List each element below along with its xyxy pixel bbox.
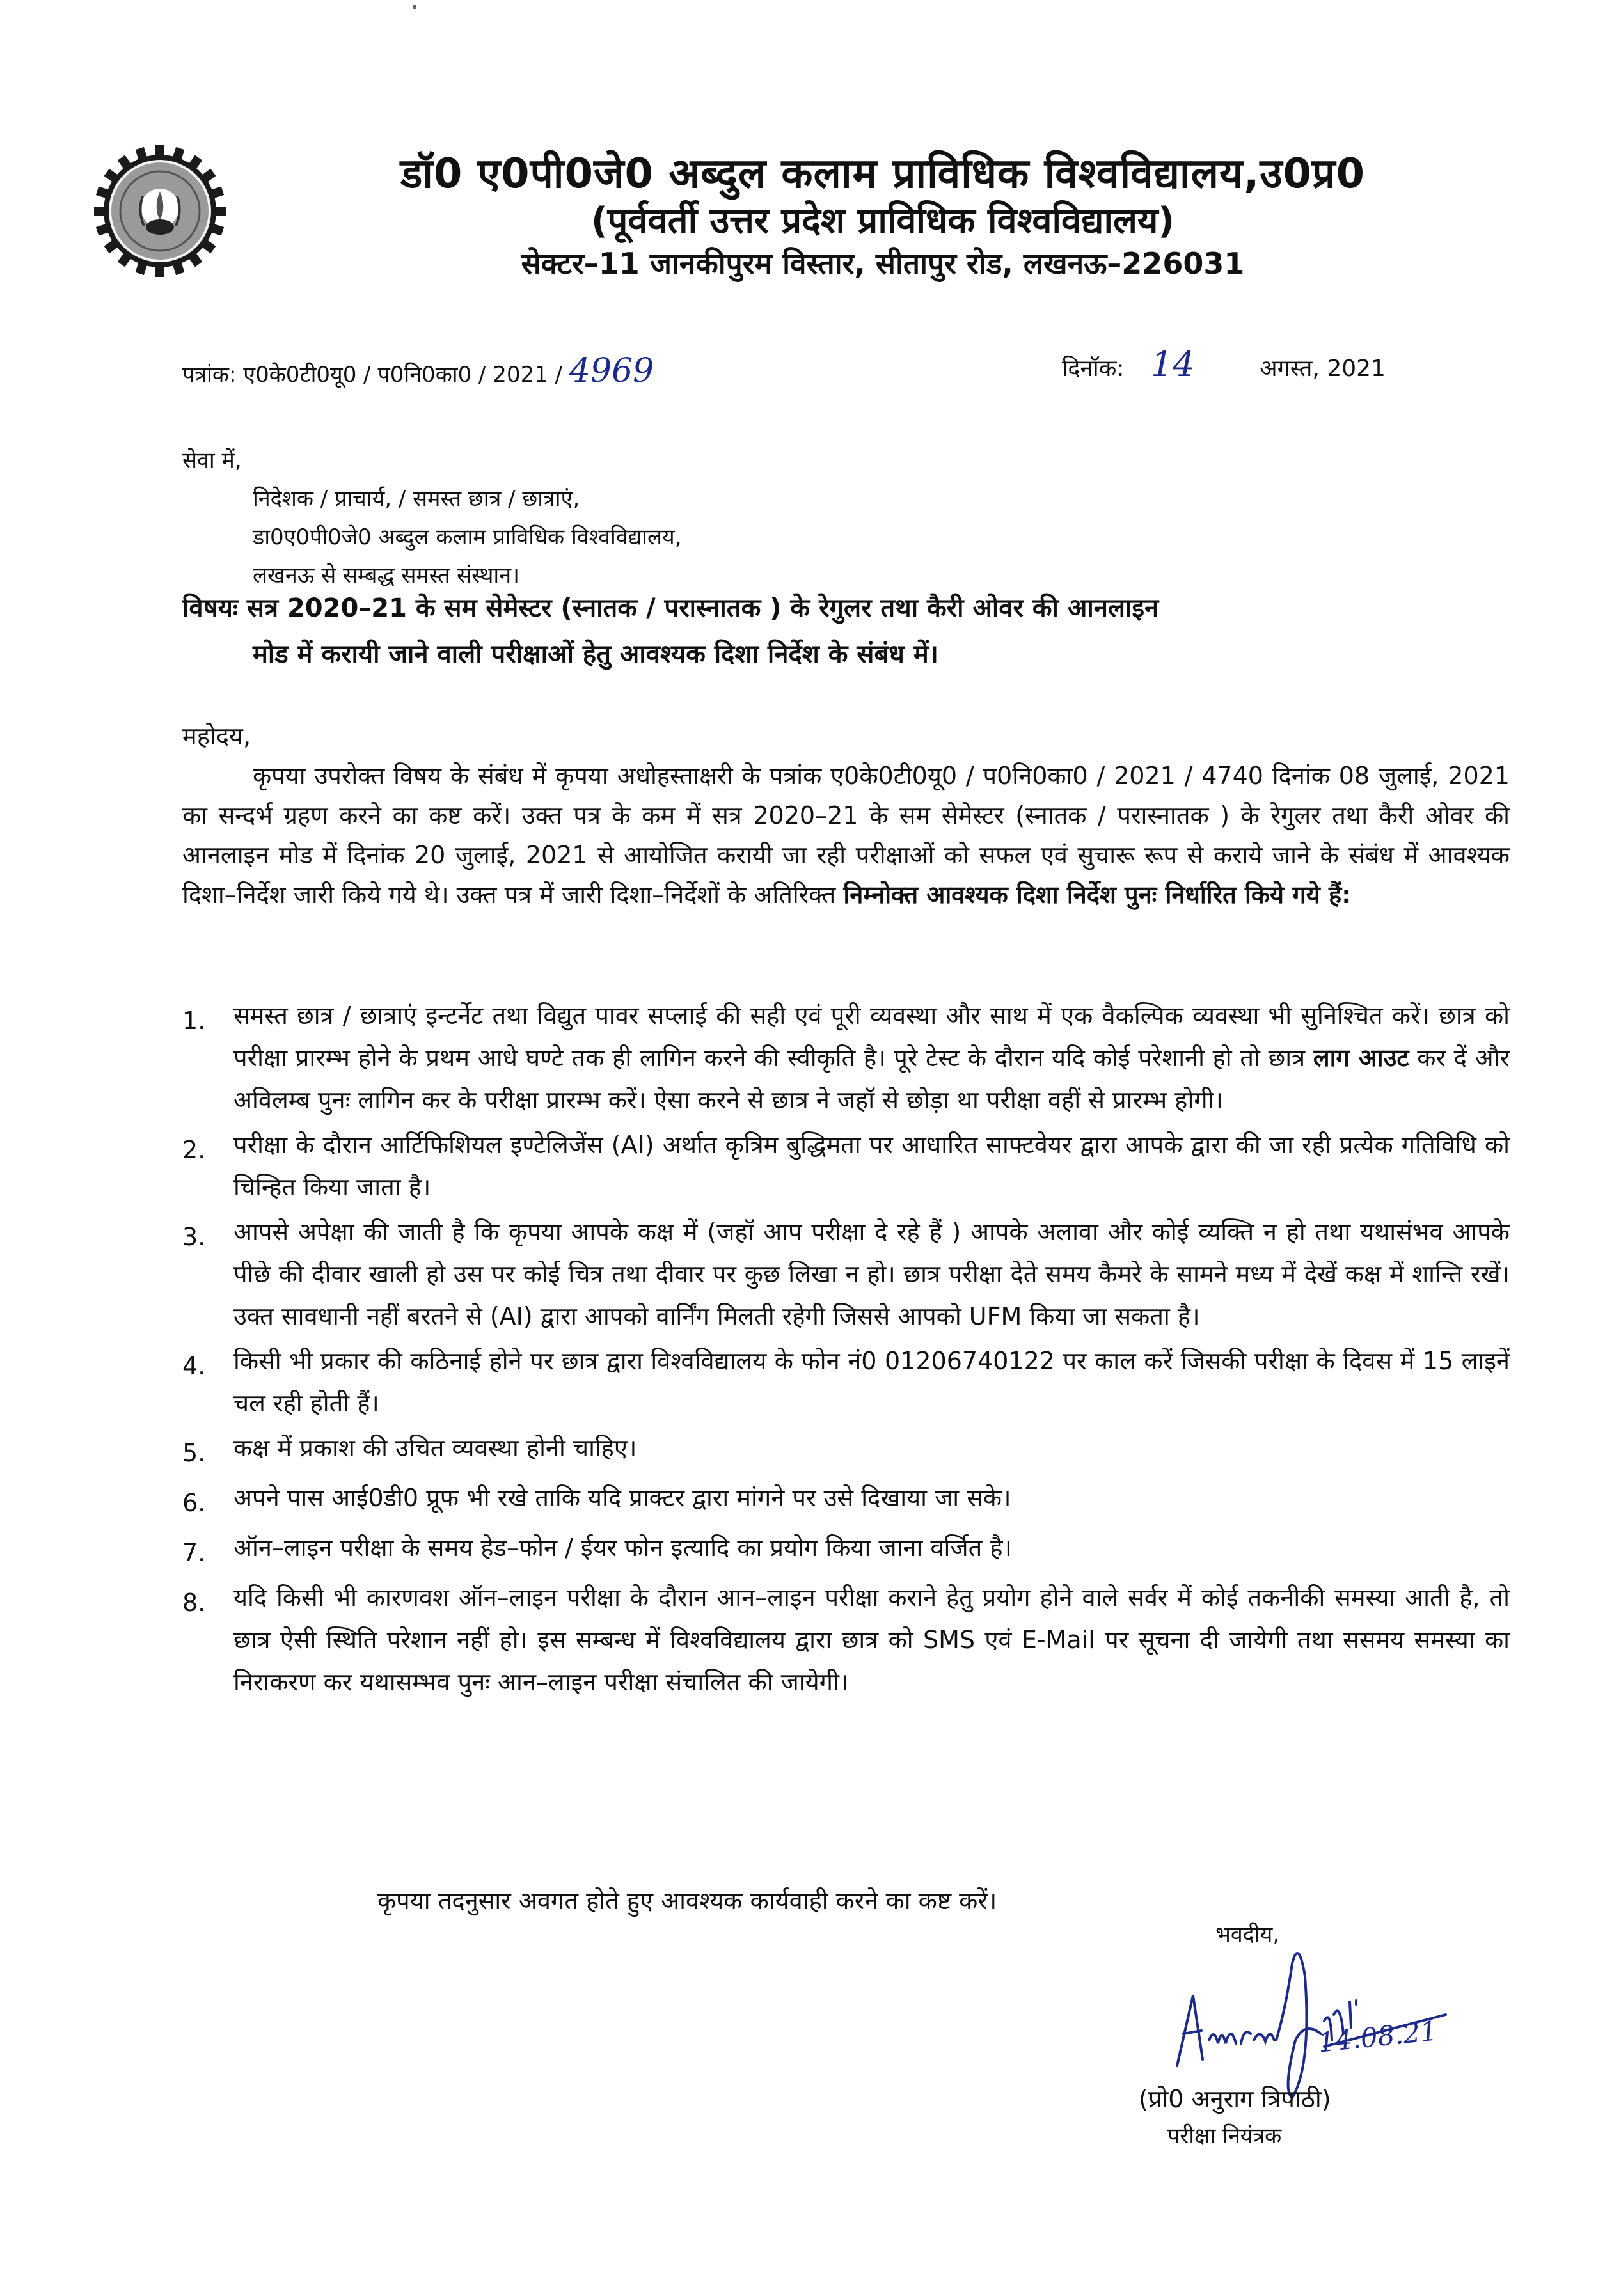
reference-handwritten-number: 4969: [569, 352, 654, 390]
addressee-line: लखनऊ से सम्बद्ध समस्त संस्थान।: [253, 563, 519, 588]
guideline-text-part: कर दें और अविलम्ब पुनः लागिन कर के परीक्षा प्रारम्भ करें। ऐसा करने से छात्र ने जहॉ से छोड़ा था परीक्षा वहीं से प्रारम्भ होगी।: [233, 1044, 1510, 1114]
university-logo-icon: [93, 144, 227, 278]
guideline-text-part: समस्त छात्र / छात्राएं इन्टर्नेट तथा विद्युत पावर सप्लाई की सही एवं पूरी व्यवस्था और साथ में एक वैकल्पिक व्यवस्था भी सुनिश्चित करें। छात्र को परीक्षा प्रारम्भ होने के प्रथम आधे घण्टे तक ही लागिन करने की स्वीकृति है। पूरे टेस्ट के दौरान यदि कोई परेशानी हो तो छात्र: [233, 1002, 1510, 1072]
date-label: दिनॉक:: [1062, 356, 1125, 382]
letter-subject: [182, 585, 1462, 677]
guideline-item: [182, 1124, 1510, 1208]
addressee-block: [182, 441, 682, 595]
closing-line: कृपया तदनुसार अवगत होते हुए आवश्यक कार्यवाही करने का कष्ट करें।: [377, 1887, 997, 1915]
guideline-text: [233, 995, 1510, 1121]
signature-scribble-icon: [1164, 1938, 1510, 2104]
reference-printed: ए0के0टी0यू0 / प0नि0का0 / 2021 /: [243, 362, 563, 388]
valediction: भवदीय,: [1215, 1922, 1280, 1947]
university-name: डॉ0 ए0पी0जे0 अब्दुल कलाम प्राविधिक विश्वविद्यालय,उ0प्र0: [400, 150, 1365, 198]
reference-label: पत्रांक:: [182, 362, 237, 388]
date-handwritten-day: 14: [1150, 344, 1195, 384]
letter-body: [182, 716, 1510, 915]
guideline-text: आपसे अपेक्षा की जाती है कि कृपया आपके कक्ष में (जहॉ आप परीक्षा दे रहे हैं ) आपके अलावा और कोई व्यक्ति न हो तथा यथासंभव आपके पीछे की दीवार खाली हो उस पर कोई चित्र तथा दीवार पर कुछ लिखा न हो। छात्र परीक्षा देते समय कैमरे के सामने मध्य में देखें कक्ष में शान्ति रखें। उक्त सावधानी नहीं बरतने से (AI) द्वारा आपको वार्निंग मिलती रहेगी जिससे आपको UFM किया जा सकता है।: [233, 1218, 1510, 1330]
addressee-line: निदेशक / प्राचार्य, / समस्त छात्र / छात्राएं,: [253, 486, 580, 512]
guideline-item: [182, 1527, 1510, 1574]
signatory-designation: परीक्षा नियंत्रक: [1167, 2123, 1282, 2149]
guideline-number: 8.: [182, 1589, 206, 1617]
guideline-number: 3.: [182, 1223, 206, 1251]
guideline-text-bold: लाग आउट: [1313, 1044, 1409, 1072]
guideline-number: 7.: [182, 1539, 206, 1567]
guideline-item: [182, 1577, 1510, 1703]
guideline-text: परीक्षा के दौरान आर्टिफिशियल इण्टेलिजेंस (AI) अर्थात कृत्रिम बुद्धिमता पर आधारित साफ्टवेयर द्वारा आपके द्वारा की जा रही प्रत्येक गतिविधि को चिन्हित किया जाता है।: [233, 1131, 1510, 1201]
scan-speck: [413, 5, 416, 9]
guideline-text: किसी भी प्रकार की कठिनाई होने पर छात्र द्वारा विश्वविद्यालय के फोन नं0 01206740122 पर काल करें जिसकी परीक्षा के दिवस में 15 लाइनें चल रही होती हैं।: [233, 1347, 1510, 1417]
letter-reference: [182, 352, 654, 390]
signatory-name: (प्रो0 अनुराग त्रिपाठी): [1139, 2085, 1331, 2113]
addressee-line: डा0ए0पी0जे0 अब्दुल कलाम प्राविधिक विश्वविद्यालय,: [253, 524, 682, 550]
date-month-year: अगस्त, 2021: [1260, 356, 1386, 382]
guideline-number: 6.: [182, 1489, 206, 1517]
university-address: सेक्टर–11 जानकीपुरम विस्तार, सीतापुर रोड, लखनऊ–226031: [521, 246, 1245, 281]
guideline-number: 5.: [182, 1439, 206, 1467]
letter-date: [1062, 344, 1386, 384]
guideline-text: ऑन–लाइन परीक्षा के समय हेड–फोन / ईयर फोन इत्यादि का प्रयोग किया जाना वर्जित है।: [233, 1534, 1012, 1562]
subject-line-2: मोड में करायी जाने वाली परीक्षाओं हेतु आवश्यक दिशा निर्देश के संबंध में।: [253, 640, 938, 669]
subject-line-1: विषयः सत्र 2020–21 के सम सेमेस्टर (स्नातक / परास्नातक ) के रेगुलर तथा कैरी ओवर की आनलाइन: [182, 594, 1159, 623]
addressee-salutation: सेवा में,: [182, 448, 242, 473]
guideline-number: 1.: [182, 1007, 206, 1035]
guideline-item: [182, 1340, 1510, 1424]
guideline-number: 2.: [182, 1136, 206, 1164]
intro-paragraph: [182, 756, 1510, 915]
intro-text: कृपया उपरोक्त विषय के संबंध में कृपया अधोहस्ताक्षरी के पत्रांक ए0के0टी0यू0 / प0नि0का0 / 2021 / 4740 दिनांक 08 जुलाई, 2021 का सन्दर्भ ग्रहण करने का कष्ट करें। उक्त पत्र के कम में सत्र 2020–21 के सम सेमेस्टर (स्नातक / परास्नातक ) के रेगुलर तथा कैरी ओवर की आनलाइन मोड में दिनांक 20 जुलाई, 2021 से आयोजित करायी जा रही परीक्षाओं को सफल एवं सुचारू रूप से कराये जाने के संबंध में आवश्यक दिशा–निर्देश जारी किये गये थे। उक्त पत्र में जारी दिशा–निर्देशों के अतिरिक्त: [182, 762, 1510, 909]
guideline-text: अपने पास आई0डी0 प्रूफ भी रखे ताकि यदि प्राक्टर द्वारा मांगने पर उसे दिखाया जा सके।: [233, 1484, 1011, 1512]
guidelines-list: [182, 995, 1510, 1706]
guideline-item: [182, 1211, 1510, 1337]
university-former-name: (पूर्ववर्ती उत्तर प्रदेश प्राविधिक विश्वविद्यालय): [590, 200, 1175, 242]
signature-handwritten-date: 14.08.21: [1316, 2015, 1439, 2059]
intro-text-bold: निम्नोक्त आवश्यक दिशा निर्देश पुनः निर्धारित किये गये हैं:: [843, 881, 1352, 909]
greeting: महोदय,: [182, 722, 251, 750]
guideline-number: 4.: [182, 1352, 206, 1380]
guideline-item: [182, 1427, 1510, 1474]
guideline-item: [182, 995, 1510, 1121]
signature-block: [1139, 1919, 1522, 2162]
guideline-item: [182, 1477, 1510, 1524]
guideline-text: यदि किसी भी कारणवश ऑन–लाइन परीक्षा के दौरान आन–लाइन परीक्षा कराने हेतु प्रयोग होने वाले सर्वर में कोई तकनीकी समस्या आती है, तो छात्र ऐसी स्थिति परेशान नहीं हो। इस सम्बन्ध में विश्वविद्यालय द्वारा छात्र को SMS एवं E-Mail पर सूचना दी जायेगी तथा ससमय समस्या का निराकरण कर यथासम्भव पुनः आन–लाइन परीक्षा संचालित की जायेगी।: [233, 1584, 1510, 1696]
guideline-text: कक्ष में प्रकाश की उचित व्यवस्था होनी चाहिए।: [233, 1434, 637, 1462]
